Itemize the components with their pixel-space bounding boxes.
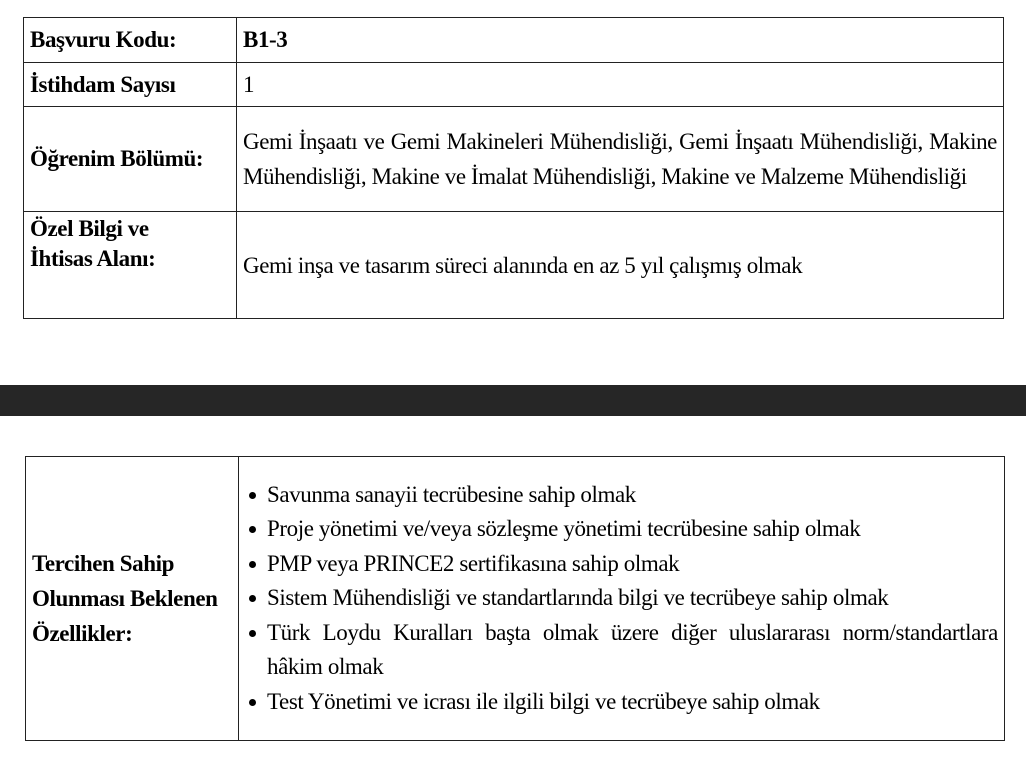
list-item: Test Yönetimi ve icrası ile ilgili bilgi ve tecrübeye sahip olmak <box>245 685 998 720</box>
expertise-label-line1: Özel Bilgi ve <box>30 216 149 241</box>
education-value: Gemi İnşaatı ve Gemi Makineleri Mühendisliği, Gemi İnşaatı Mühendisliği, Makine Mühendisliği, Makine ve İmalat Mühendisliği, Makine ve Malzeme Mühendisliği <box>237 107 1004 212</box>
employment-count-label: İstihdam Sayısı <box>24 63 237 107</box>
expertise-label-line2: İhtisas Alanı: <box>30 246 156 271</box>
application-code-label: Başvuru Kodu: <box>24 18 237 63</box>
list-item: Sistem Mühendisliği ve standartlarında bilgi ve tecrübeye sahip olmak <box>245 581 998 616</box>
label-line: Özellikler: <box>32 621 133 646</box>
label-line: Olunması Beklenen <box>32 586 218 611</box>
preferred-qualifications-table <box>25 456 1005 741</box>
expertise-value: Gemi inşa ve tasarım süreci alanında en az 5 yıl çalışmış olmak <box>237 212 1004 319</box>
table-row <box>24 18 1004 63</box>
table-row <box>24 212 1004 319</box>
table-row <box>26 457 1005 741</box>
position-info-table <box>23 17 1004 319</box>
application-code-value: B1-3 <box>237 18 1004 63</box>
employment-count-value: 1 <box>237 63 1004 107</box>
table-row <box>24 63 1004 107</box>
list-item: Proje yönetimi ve/veya sözleşme yönetimi tecrübesine sahip olmak <box>245 512 998 547</box>
preferred-qualifications-label <box>26 457 239 741</box>
table-row <box>24 107 1004 212</box>
qualifications-list <box>245 478 998 720</box>
preferred-qualifications-list-cell <box>239 457 1005 741</box>
dark-separator-band <box>0 385 1026 416</box>
list-item: PMP veya PRINCE2 sertifikasına sahip olmak <box>245 547 998 582</box>
list-item: Savunma sanayii tecrübesine sahip olmak <box>245 478 998 513</box>
label-line: Tercihen Sahip <box>32 551 175 576</box>
list-item: Türk Loydu Kuralları başta olmak üzere diğer uluslararası norm/standartlara hâkim olmak <box>245 616 998 685</box>
education-label: Öğrenim Bölümü: <box>24 107 237 212</box>
expertise-label <box>24 212 237 319</box>
